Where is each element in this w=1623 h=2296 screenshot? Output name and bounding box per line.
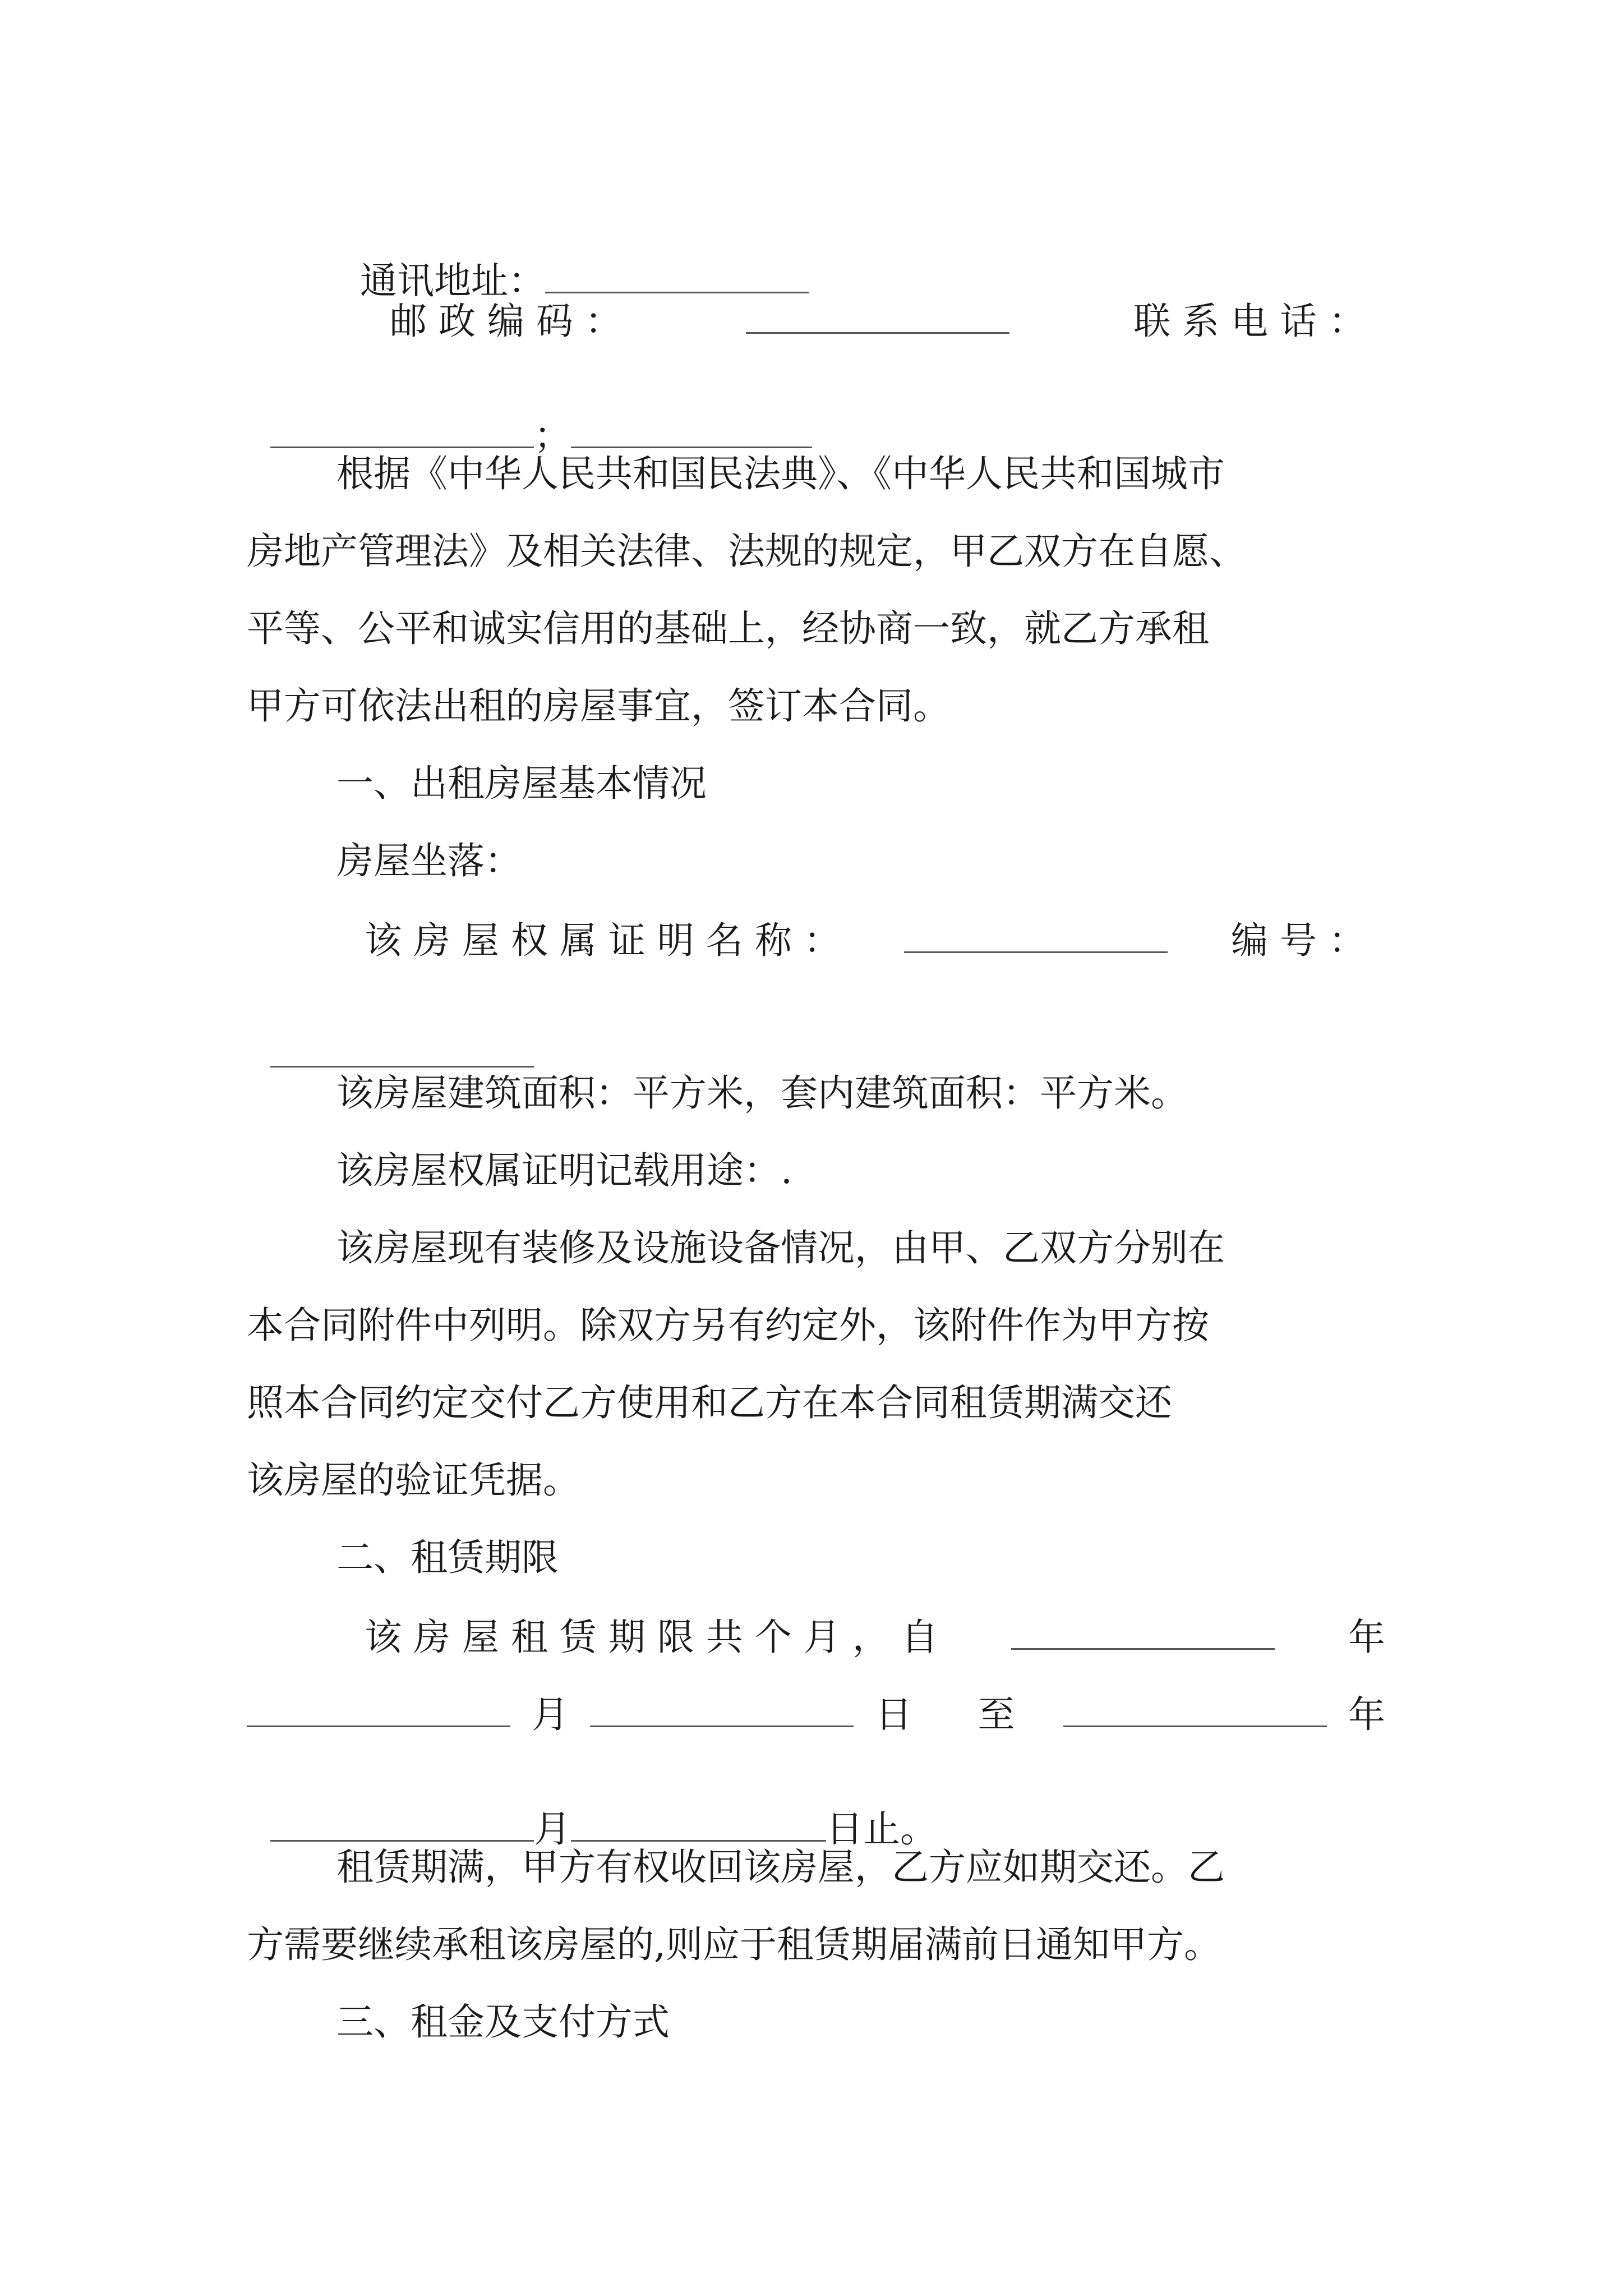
section-1-title: 一、出租房屋基本情况 (336, 762, 707, 805)
cert-label: 该 房 屋 权 属 证 明 名 称 ： (365, 919, 841, 962)
start-month-blank[interactable] (247, 1694, 510, 1727)
phone-label: 联 系 电 话 ： (1133, 300, 1366, 343)
semicolon: ； (533, 414, 571, 457)
start-day-blank[interactable] (590, 1694, 854, 1727)
end-day-blank[interactable] (571, 1809, 826, 1842)
term-day-to: 日 至 (875, 1693, 1042, 1736)
term-year-1: 年 (1348, 1616, 1385, 1659)
term-line-1 (365, 1616, 1385, 1659)
p3-line-2: 方需要继续承租该房屋的,则应于租赁期届满前日通知甲方。 (247, 1923, 1221, 1966)
term-end: 日止。 (826, 1807, 937, 1851)
start-year-blank[interactable] (1011, 1617, 1275, 1650)
p1-line-1: 根据《中华人民共和国民法典》、《中华人民共和国城市 (336, 452, 1225, 495)
postal-phone-line (390, 300, 1366, 343)
address-line (336, 223, 809, 300)
cert-line (365, 919, 1366, 962)
p1-line-2: 房地产管理法》及相关法律、法规的规定，甲乙双方在自愿、 (247, 530, 1246, 573)
p2-line-1: 该房屋现有装修及设施设备情况，由甲、乙双方分别在 (336, 1226, 1225, 1269)
postal-blank[interactable] (746, 301, 1009, 334)
term-line-2 (247, 1693, 1385, 1736)
location-label: 房屋坐落： (336, 839, 522, 882)
term-intro: 该 房 屋 租 赁 期 限 共 个 月 ， 自 (365, 1616, 938, 1659)
section-3-title: 三、租金及支付方式 (336, 2000, 670, 2044)
cert-number-label: 编 号 ： (1231, 919, 1366, 962)
term-line-3 (247, 1772, 937, 1851)
cert-blank[interactable] (904, 920, 1168, 953)
phone-blank-1[interactable] (270, 415, 534, 448)
area-line: 该房屋建筑面积：平方米，套内建筑面积：平方米。 (336, 1071, 1188, 1115)
term-year-2: 年 (1348, 1693, 1385, 1736)
p2-line-4: 该房屋的验证凭据。 (247, 1458, 580, 1502)
term-month-1: 月 (532, 1693, 569, 1736)
p3-line-1: 租赁期满，甲方有权收回该房屋，乙方应如期交还。乙 (336, 1846, 1225, 1889)
end-year-blank[interactable] (1063, 1694, 1327, 1727)
section-2-title: 二、租赁期限 (336, 1536, 559, 1579)
p1-line-3: 平等、公平和诚实信用的基础上，经协商一致，就乙方承租 (247, 607, 1209, 650)
p2-line-2: 本合同附件中列明。除双方另有约定外，该附件作为甲方按 (247, 1304, 1209, 1347)
address-blank[interactable] (545, 260, 809, 293)
term-month-2: 月 (533, 1807, 571, 1851)
phone-blank-2[interactable] (571, 415, 812, 448)
address-label: 通讯地址： (359, 259, 545, 302)
postal-label: 邮 政 编 码 ： (390, 300, 622, 343)
cert-number-blank[interactable] (270, 1034, 534, 1068)
p1-line-4: 甲方可依法出租的房屋事宜，签订本合同。 (247, 684, 950, 728)
end-month-blank[interactable] (270, 1809, 534, 1842)
phone-blanks-line (247, 378, 812, 457)
cert-number-line (247, 997, 534, 1074)
use-line: 该房屋权属证明记载用途：. (336, 1149, 792, 1192)
p2-line-3: 照本合同约定交付乙方使用和乙方在本合同租赁期满交还 (247, 1381, 1172, 1424)
